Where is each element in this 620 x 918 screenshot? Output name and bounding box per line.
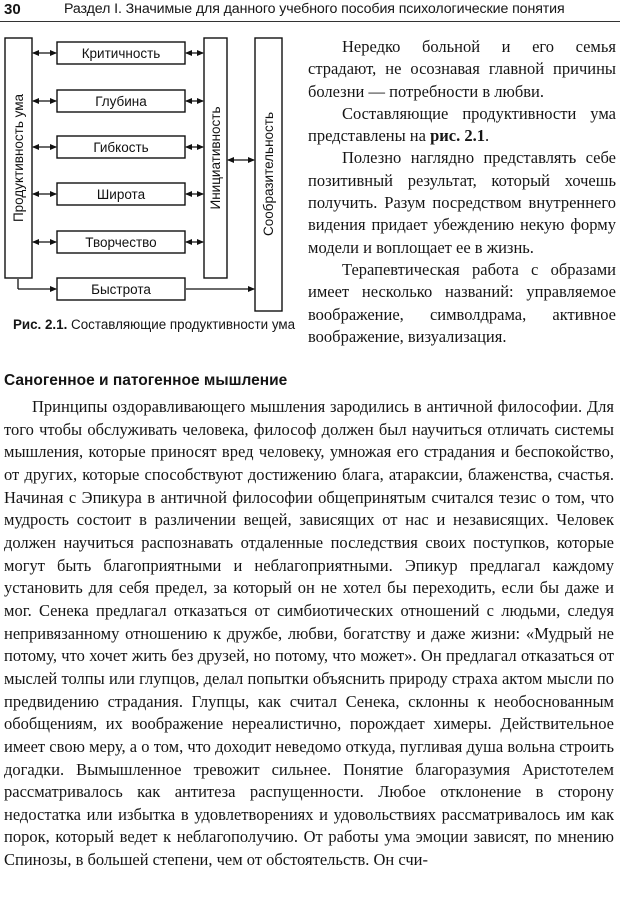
paragraph: Нередко больной и его семья страдают, не осознавая главной причины болезни — потребности в любви. <box>308 37 616 101</box>
body-text <box>4 396 614 872</box>
paragraph-end: . <box>484 126 490 146</box>
running-title: Раздел I. Значимые для данного учебного пособия психологические понятия <box>64 1 565 17</box>
box-label-speed: Быстрота <box>91 282 151 297</box>
header-rule <box>0 21 620 22</box>
box-label-breadth: Широта <box>96 187 146 202</box>
box-label-flexibility: Гибкость <box>93 140 149 155</box>
left-bar-label: Продуктивность ума <box>11 93 26 223</box>
paragraph: Принципы оздоравливающего мышления зародились в античной философии. Для того чтобы обслуживать человека, философ должен был научиться отличать системы мышления, которые приносят вред человеку, умножая его страдания и беспокойство, от других, которые способствуют достижению блага, атараксии, блаженства, счастья. Начиная с Эпикура в античной философии общепринятым считался тезис о том, что мудрость состоит в различении вещей, зависящих от нас и независящих. Человек должен научиться распознавать отдаленные последствия своих поступков, которые могут быть благоприятными и неблагоприятными. Эпикур предлагал каждому установить для себя предел, за который он не хотел бы переходить, если бы даже и мог. Сенека предлагал отказаться от симбиотических отношений с людьми, следуя непривязанному отношению к дружбе, любви, богатству и даже жизни: «Мудрый не потому, что хочет жить без друзей, но потому, что может». Он предлагал отказаться от мыслей толпы или глупцов, делал попытки объяснить природу страха актом мысли по предвидению страдания. Глупцы, как считал Сенека, склонны к необоснованным обобщениям, их воображение нереалистично, порождает химеры. Действительное имеет свою меру, а о том, что доходит неведомо откуда, пугливая душа вольна строить догадки. Вымышленное тревожит сильнее. Понятие благоразумия Аристотелем рассматривалось как антитеза распущенности. Любое отклонение в сторону недостатка или избытка в удовлетворениях и удовольствиях рассматривалось им как порок, который ведет к неблагополучию. От работы ума эмоции зависят, по мнению Спинозы, в большей степени, чем от обстоятельств. Он счи- <box>4 397 614 870</box>
box-label-criticality: Критичность <box>81 46 161 61</box>
right-bar-label: Сообразительность <box>261 111 276 237</box>
box-label-depth: Глубина <box>95 94 147 109</box>
caption-ref: Рис. 2.1. <box>12 317 68 332</box>
figure-caption <box>4 316 304 334</box>
caption-text: Составляющие продуктивности ума <box>67 317 296 332</box>
figure-2-1-diagram <box>0 30 305 320</box>
paragraph-text: Составляющие продуктивности ума представлены на <box>308 103 616 146</box>
page-number: 30 <box>4 1 21 18</box>
middle-bar-label: Инициативность <box>208 106 223 210</box>
figure-reference: рис. 2.1 <box>430 126 485 146</box>
right-column-text <box>308 36 616 348</box>
paragraph: Полезно наглядно представлять себе позитивный результат, который хочешь получить. Разум посредством внутреннего видения придает убеждению некую форму модели и воплощает ее в жизнь. <box>308 148 616 257</box>
paragraph: Терапевтическая работа с образами имеет несколько названий: управляемое воображение, символдрама, активное воображение, визуализация. <box>308 259 616 346</box>
paragraph <box>308 103 616 148</box>
box-label-creativity: Творчество <box>85 235 157 250</box>
section-heading: Саногенное и патогенное мышление <box>4 372 288 389</box>
running-header <box>0 0 620 24</box>
